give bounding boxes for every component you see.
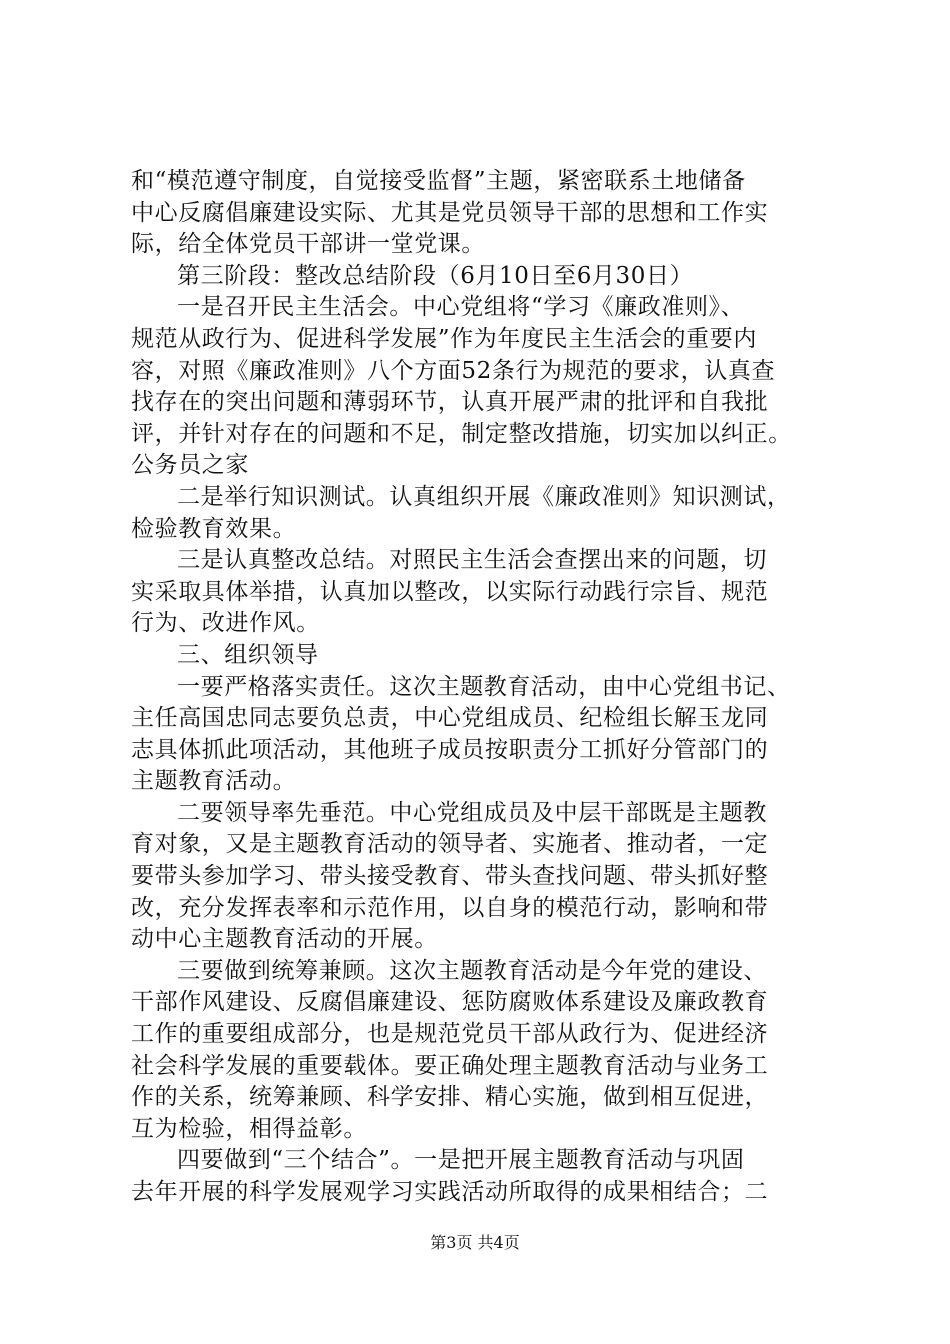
text-line: 实采取具体举措，认真加以整改，以实际行动践行宗旨、规范 — [131, 578, 769, 605]
text-line: 社会科学发展的重要载体。要正确处理主题教育活动与业务工 — [131, 1052, 769, 1079]
text-line: 主题教育活动。 — [131, 768, 297, 795]
text-line: 和“模范遵守制度，自觉接受监督”主题，紧密联系土地储备 — [131, 168, 746, 194]
text-line: 二要领导率先垂范。中心党组成员及中层干部既是主题教 — [177, 799, 767, 826]
text-line: 主任高国忠同志要负总责，中心党组成员、纪检组长解玉龙同 — [131, 705, 769, 732]
text-line: 育对象，又是主题教育活动的领导者、实施者、推动者，一定 — [131, 831, 769, 858]
text-line: 检验教育效果。 — [131, 515, 297, 542]
text-line: 际，给全体党员干部讲一堂党课。 — [131, 231, 485, 258]
text-line: 三、组织领导 — [177, 641, 319, 668]
text-line: 一要严格落实责任。这次主题教育活动，由中心党组书记、 — [177, 673, 791, 700]
text-line: 干部作风建设、反腐倡廉建设、惩防腐败体系建设及廉政教育 — [131, 989, 769, 1016]
page-number-footer: 第3页 共4页 — [430, 1233, 520, 1252]
text-line: 三是认真整改总结。对照民主生活会查摆出来的问题，切 — [177, 547, 767, 574]
text-line: 改，充分发挥表率和示范作用，以自身的模范行动，影响和带 — [131, 894, 769, 921]
text-line: 找存在的突出问题和薄弱环节，认真开展严肃的批评和自我批 — [131, 389, 769, 416]
text-line: 第三阶段：整改总结阶段（6月10日至6月30日） — [177, 262, 694, 289]
text-line: 动中心主题教育活动的开展。 — [131, 926, 438, 953]
text-line: 评，并针对存在的问题和不足，制定整改措施，切实加以纠正。 — [131, 420, 792, 447]
text-line: 行为、改进作风。 — [131, 610, 320, 637]
text-line: 规范从政行为、促进科学发展”作为年度民主生活会的重要内 — [131, 325, 757, 352]
text-line: 去年开展的科学发展观学习实践活动所取得的成果相结合；二 — [131, 1179, 769, 1205]
text-line: 容，对照《廉政准则》八个方面52条行为规范的要求，认真查 — [131, 357, 776, 384]
text-line: 要带头参加学习、带头接受教育、带头查找问题、带头抓好整 — [131, 863, 769, 890]
text-line: 中心反腐倡廉建设实际、尤其是党员领导干部的思想和工作实 — [131, 199, 769, 226]
text-line: 作的关系，统筹兼顾、科学安排、精心实施，做到相互促进， — [131, 1084, 769, 1111]
text-line: 一是召开民主生活会。中心党组将“学习《廉政准则》、 — [177, 294, 745, 321]
text-line: 公务员之家 — [131, 452, 249, 479]
text-line: 志具体抓此项活动，其他班子成员按职责分工抓好分管部门的 — [131, 736, 769, 763]
text-line: 三要做到统筹兼顾。这次主题教育活动是今年党的建设、 — [177, 957, 767, 984]
body-text — [131, 166, 831, 1209]
text-line: 互为检验，相得益彰。 — [131, 1115, 367, 1142]
text-line: 工作的重要组成部分，也是规范党员干部从政行为、促进经济 — [131, 1021, 769, 1048]
text-line: 四要做到“三个结合”。一是把开展主题教育活动与巩固 — [177, 1147, 745, 1174]
text-line: 二是举行知识测试。认真组织开展《廉政准则》知识测试， — [177, 483, 791, 510]
